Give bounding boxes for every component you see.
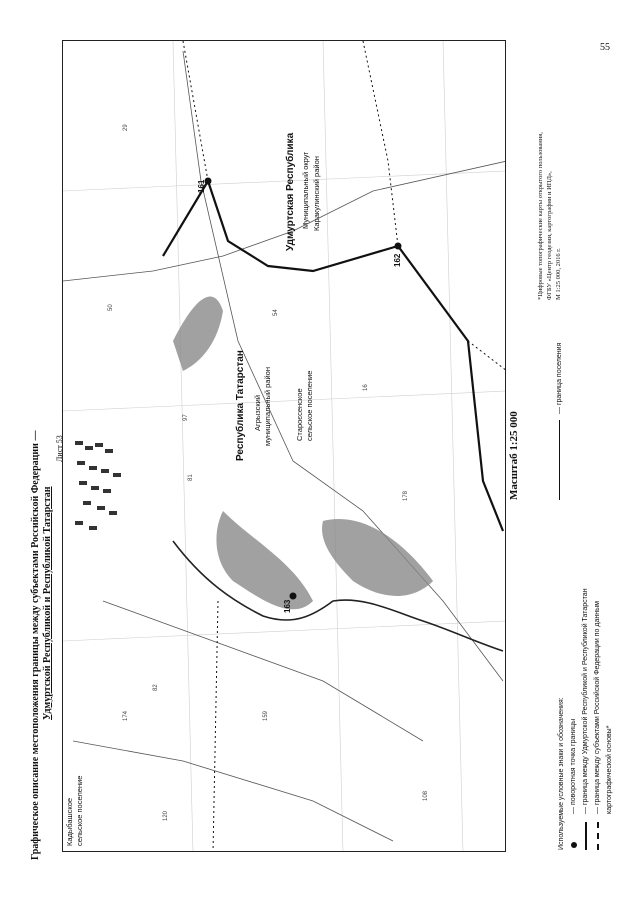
map-frame bbox=[62, 40, 506, 852]
legend-settlement-label: — граница поселения bbox=[556, 342, 563, 414]
legend-other-label-1: — граница между субъектами Российской Федерации по данным bbox=[594, 601, 601, 814]
point-162 bbox=[395, 243, 402, 250]
settlement-blocks bbox=[75, 441, 121, 530]
label-settlement-1: Староєсенское bbox=[295, 388, 304, 441]
legend-settlement bbox=[556, 343, 563, 500]
legend bbox=[556, 588, 616, 850]
label-settlement-2: сельское поселение bbox=[305, 370, 314, 441]
parcel-number: 174 bbox=[123, 710, 129, 721]
legend-row-other bbox=[592, 588, 604, 850]
parcel-number: 108 bbox=[423, 790, 429, 801]
sheet-label: Лист 53 bbox=[55, 435, 64, 462]
parcel-number: 82 bbox=[153, 684, 159, 691]
parcel-number: 16 bbox=[363, 384, 369, 391]
legend-point-label: — поворотная точка границы bbox=[570, 718, 577, 814]
point-symbol-icon bbox=[570, 820, 578, 850]
label-udmurtia-district-1: Муниципальный округ bbox=[301, 151, 310, 229]
parcel-number: 97 bbox=[183, 414, 189, 421]
label-kuzhbash-1: Кадыбашское bbox=[65, 797, 74, 846]
page-number: 55 bbox=[600, 42, 610, 53]
doc-title-line1: Графическое описание местоположения границы между субъектами Российской Федерации — bbox=[30, 430, 41, 860]
parcel-number: 81 bbox=[188, 474, 194, 481]
main-border bbox=[163, 181, 503, 531]
source-note bbox=[536, 132, 563, 300]
source-note-line2: ФГБУ «Центр геодезии, картографии и ИПД», bbox=[546, 171, 553, 300]
parcel-number: 50 bbox=[108, 304, 114, 311]
other-border bbox=[183, 41, 506, 852]
doc-title-line2: Удмуртской Республикой и Республикой Татарстан bbox=[42, 486, 53, 720]
point-163 bbox=[290, 593, 297, 600]
source-note-line3: М 1:25 000, 2016 г. bbox=[555, 248, 562, 300]
label-kuzhbash-2: сельское поселение bbox=[75, 775, 84, 846]
label-udmurtia-district-2: Каракулинский район bbox=[312, 156, 321, 231]
label-tatarstan-district-1: Агрызский bbox=[253, 394, 262, 431]
label-tatarstan: Республика Татарстан bbox=[235, 350, 246, 461]
point-label-163: 163 bbox=[283, 599, 292, 613]
legend-row-border bbox=[580, 588, 592, 850]
parcel-number: 178 bbox=[403, 490, 409, 501]
point-label-161: 161 bbox=[197, 179, 206, 193]
label-udmurtia: Удмуртская Республика bbox=[285, 132, 296, 251]
label-tatarstan-district-2: муниципальный район bbox=[263, 367, 272, 446]
parcel-number: 54 bbox=[273, 309, 279, 316]
legend-border-label: — граница между Удмуртской Республикой и Республикой Татарстан bbox=[582, 588, 589, 814]
dashed-line-icon bbox=[594, 820, 602, 850]
legend-row-point bbox=[568, 588, 580, 850]
source-note-line1: *Цифровые топографические карты открытого пользования, bbox=[537, 132, 544, 300]
parcel-number: 159 bbox=[263, 710, 269, 721]
legend-other-label-2: картографической основы* bbox=[606, 725, 613, 814]
thin-line-icon bbox=[559, 420, 560, 500]
map-scale: Масштаб 1:25 000 bbox=[508, 411, 520, 500]
parcel-number: 120 bbox=[163, 810, 169, 821]
legend-title: Используемые условные знаки и обозначения: bbox=[558, 697, 565, 850]
border-line-icon bbox=[582, 820, 590, 850]
legend-row-other-2 bbox=[604, 588, 616, 850]
point-label-162: 162 bbox=[393, 253, 402, 267]
forest-areas bbox=[173, 297, 433, 610]
parcel-number: 29 bbox=[123, 124, 129, 131]
